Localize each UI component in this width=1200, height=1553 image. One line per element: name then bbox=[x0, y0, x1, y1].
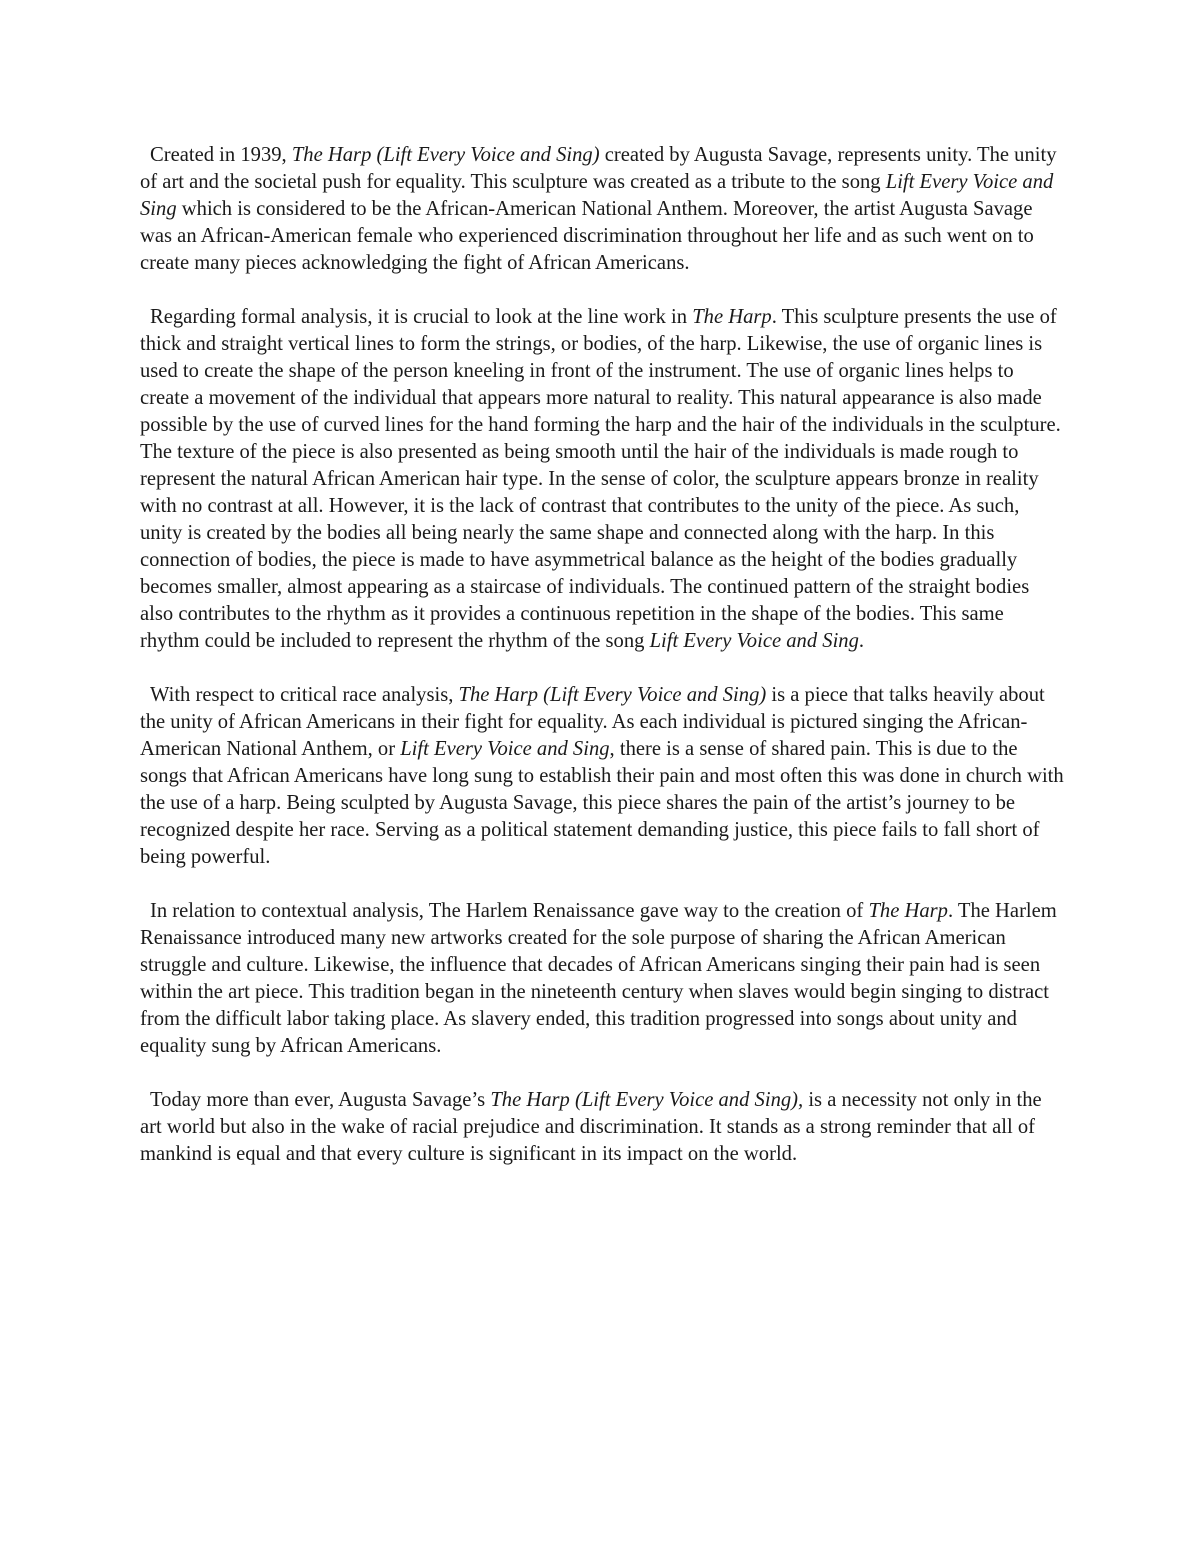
text-run: . The Harlem Renaissance introduced many new artworks created for the sole purpose of sharing the African American struggle and culture. Likewise, the influence that decades of African Americans singing their pain had is seen within the art piece. This tradition began in the nineteenth century when slaves would begin singing to distract from the difficult labor taking place. As slavery ended, this tradition progressed into songs about unity and equality sung by African Americans. bbox=[140, 900, 1057, 1057]
text-run: is a piece that talks heavily about the unity of African Americans in their fight for equality. As each individual is pictured singing the African-American National Anthem, or bbox=[140, 684, 1045, 760]
paragraph-conclusion bbox=[140, 1087, 1065, 1168]
paragraph-formal-analysis bbox=[140, 304, 1065, 655]
text-run: Today more than ever, Augusta Savage’s bbox=[150, 1089, 491, 1111]
text-run: . This sculpture presents the use of thick and straight vertical lines to form the strings, or bodies, of the harp. Likewise, the use of organic lines is used to create the shape of the person kneeling in front of the instrument. The use of organic lines helps to create a movement of the individual that appears more natural to reality. This natural appearance is also made possible by the use of curved lines for the hand forming the harp and the hair of the individuals in the sculpture. The texture of the piece is also presented as being smooth until the hair of the individuals is made rough to represent the natural African American hair type. In the sense of color, the sculpture appears bronze in reality with no contrast at all. However, it is the lack of contrast that contributes to the unity of the piece. As such, unity is created by the bodies all being nearly the same shape and connected along with the harp. In this connection of bodies, the piece is made to have asymmetrical balance as the height of the bodies gradually becomes smaller, almost appearing as a staircase of individuals. The continued pattern of the straight bodies also contributes to the rhythm as it provides a continuous repetition in the shape of the bodies. This same rhythm could be included to represent the rhythm of the song bbox=[140, 306, 1061, 652]
italic-title-run: The Harp (Lift Every Voice and Sing), bbox=[490, 1089, 804, 1111]
italic-title-run: The Harp bbox=[868, 900, 948, 922]
text-run: created by Augusta Savage, represents unity. The unity of art and the societal push for equality. This sculpture was created as a tribute to the song bbox=[140, 144, 1057, 193]
italic-title-run: The Harp bbox=[692, 306, 772, 328]
italic-title-run: Lift Every Voice and Sing bbox=[140, 171, 1054, 220]
italic-title-run: The Harp (Lift Every Voice and Sing) bbox=[458, 684, 767, 706]
text-run: is a necessity not only in the art world but also in the wake of racial prejudice and discrimination. It stands as a strong reminder that all of mankind is equal and that every culture is significant in its impact on the world. bbox=[140, 1089, 1042, 1165]
paragraph-critical-race-analysis bbox=[140, 682, 1065, 871]
text-run: With respect to critical race analysis, bbox=[150, 684, 459, 706]
text-run: In relation to contextual analysis, The Harlem Renaissance gave way to the creation of bbox=[150, 900, 869, 922]
text-run: which is considered to be the African-American National Anthem. Moreover, the artist Augusta Savage was an African-American female who experienced discrimination throughout her life and as such went on to create many pieces acknowledging the fight of African Americans. bbox=[140, 198, 1034, 274]
paragraph-contextual-analysis bbox=[140, 898, 1065, 1060]
text-run: , there is a sense of shared pain. This is due to the songs that African Americans have long sung to establish their pain and most often this was done in church with the use of a harp. Being sculpted by Augusta Savage, this piece shares the pain of the artist’s journey to be recognized despite her race. Serving as a political statement demanding justice, this piece fails to fall short of being powerful. bbox=[140, 738, 1064, 868]
text-run: . bbox=[858, 630, 865, 652]
italic-title-run: Lift Every Voice and Sing bbox=[649, 630, 859, 652]
italic-title-run: Lift Every Voice and Sing bbox=[400, 738, 610, 760]
text-run: Regarding formal analysis, it is crucial to look at the line work in bbox=[150, 306, 693, 328]
document-body bbox=[140, 142, 1065, 1195]
italic-title-run: The Harp (Lift Every Voice and Sing) bbox=[291, 144, 600, 166]
text-run: Created in 1939, bbox=[150, 144, 292, 166]
paragraph-intro bbox=[140, 142, 1065, 277]
